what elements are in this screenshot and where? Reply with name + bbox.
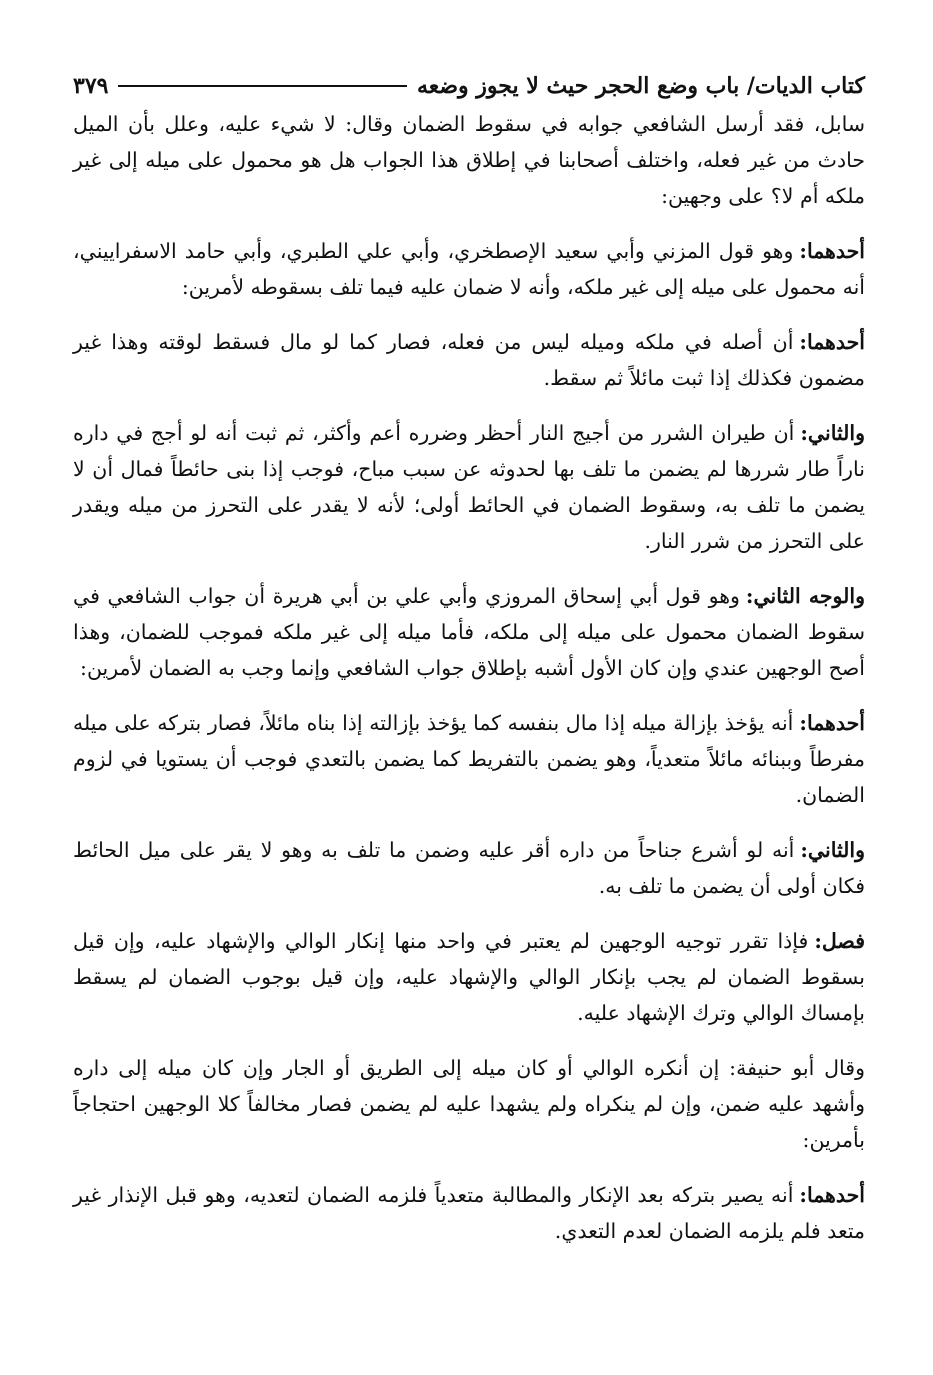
paragraph-text: أنه لو أشرع جناحاً من داره أقر عليه وضمن ما تلف به وهو لا يقر على ميل الحائط فكان أولى أن يضمن ما تلف به. <box>73 838 865 898</box>
paragraph <box>73 415 865 559</box>
paragraph-text: أنه يصير بتركه بعد الإنكار والمطالبة متعدياً فلزمه الضمان لتعديه، وهو قبل الإنذار غير متعد فلم يلزمه الضمان لعدم التعدي. <box>73 1183 865 1243</box>
paragraph <box>73 923 865 1031</box>
paragraph-lead: أحدهما: <box>799 711 865 735</box>
paragraph-lead: فصل: <box>814 929 865 953</box>
paragraph <box>73 324 865 396</box>
paragraph-text: فإذا تقرر توجيه الوجهين لم يعتبر في واحد منها إنكار الوالي والإشهاد عليه، وإن قيل بسقوط الضمان لم يجب بإنكار الوالي والإشهاد عليه، وإن قيل بوجوب الضمان لم يسقط بإمساك الوالي وترك الإشهاد عليه. <box>73 929 865 1025</box>
page-number: ٣٧٩ <box>73 73 109 99</box>
paragraph-lead: والثاني: <box>800 421 865 445</box>
paragraph-lead: أحدهما: <box>799 330 865 354</box>
paragraph-text: أن طيران الشرر من أجيج النار أحظر وضرره أعم وأكثر، ثم ثبت أنه لو أجج في داره ناراً طار شررها لم يضمن ما تلف بها لحدوثه عن سبب مباح، فوجب إذا بنى حائطاً فمال أن لا يضمن ما تلف به، وسقوط الضمان في الحائط أولى؛ لأنه لا يقدر على التحرز من ميله ويقدر على التحرز من شرر النار. <box>73 421 865 553</box>
paragraph-text: أن أصله في ملكه وميله ليس من فعله، فصار كما لو مال فسقط لوقته وهذا غير مضمون فكذلك إذا ثبت مائلاً ثم سقط. <box>73 330 865 390</box>
paragraph-lead: أحدهما: <box>799 1183 865 1207</box>
paragraph-text: وهو قول أبي إسحاق المروزي وأبي علي بن أبي هريرة أن جواب الشافعي في سقوط الضمان محمول على ميله إلى ملكه، فأما ميله إلى غير ملكه فموجب للضمان، وهذا أصح الوجهين عندي وإن كان الأول أشبه بإطلاق جواب الشافعي وإنما وجب به الضمان لأمرين: <box>73 584 865 680</box>
paragraph-text: أنه يؤخذ بإزالة ميله إذا مال بنفسه كما يؤخذ بإزالته إذا بناه مائلاً، فصار بتركه على ميله مفرطاً وببنائه مائلاً متعدياً، وهو يضمن بالتفريط كما يضمن بالتعدي فوجب أن يستويا في لزوم الضمان. <box>73 711 865 807</box>
paragraph <box>73 233 865 305</box>
book-page <box>73 66 865 1249</box>
paragraph <box>73 1177 865 1249</box>
paragraph-lead: والثاني: <box>800 838 865 862</box>
paragraph <box>73 1050 865 1158</box>
paragraph <box>73 705 865 813</box>
paragraph-text: سابل، فقد أرسل الشافعي جوابه في سقوط الضمان وقال: لا شيء عليه، وعلل بأن الميل حادث من غير فعله، واختلف أصحابنا في إطلاق هذا الجواب هل هو محمول على ميله إلى غير ملكه أم لا؟ على وجهين: <box>73 112 865 208</box>
paragraph-lead: أحدهما: <box>799 239 865 263</box>
paragraph-text: وقال أبو حنيفة: إن أنكره الوالي أو كان ميله إلى الطريق أو الجار وإن كان ميله إلى داره وأشهد عليه ضمن، وإن لم ينكراه ولم يشهدا عليه لم يضمن فصار مخالفاً كلا الوجهين احتجاجاً بأمرين: <box>73 1056 865 1152</box>
chapter-title: كتاب الديات/ باب وضع الحجر حيث لا يجوز وضعه <box>416 73 865 99</box>
paragraph <box>73 578 865 686</box>
paragraph-text: وهو قول المزني وأبي سعيد الإصطخري، وأبي علي الطبري، وأبي حامد الاسفراييني، أنه محمول على ميله إلى غير ملكه، وأنه لا ضمان عليه فيما تلف بسقوطه لأمرين: <box>73 239 865 299</box>
paragraph <box>73 106 865 214</box>
header-rule <box>118 85 406 87</box>
paragraph <box>73 832 865 904</box>
paragraph-lead: والوجه الثاني: <box>745 584 865 608</box>
running-header <box>73 66 865 106</box>
